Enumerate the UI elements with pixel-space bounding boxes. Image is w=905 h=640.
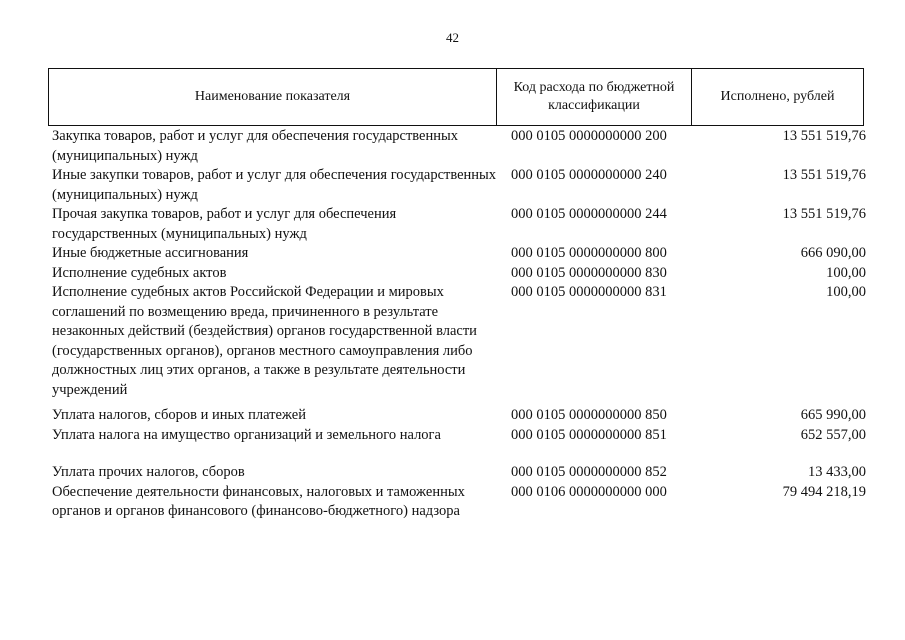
table-row: [52, 463, 866, 483]
row-name: Иные закупки товаров, работ и услуг для обеспечения государственных (муниципальных) нужд: [52, 167, 497, 203]
row-code: 000 0105 0000000000 200: [511, 128, 667, 144]
row-name: Обеспечение деятельности финансовых, налоговых и таможенных органов и органов финансового (финансово-бюджетного) надзора: [52, 483, 465, 519]
table-row: [52, 426, 866, 446]
row-amount: 665 990,00: [800, 407, 866, 423]
row-amount: 100,00: [826, 284, 866, 300]
row-amount: 666 090,00: [800, 245, 866, 261]
row-name: Уплата прочих налогов, сборов: [52, 464, 245, 480]
row-amount: 652 557,00: [800, 426, 866, 443]
row-amount: 13 551 519,76: [782, 128, 866, 144]
row-name: Прочая закупка товаров, работ и услуг для обеспечения государственных (муниципальных) нужд: [52, 206, 397, 242]
header-amount-column: Исполнено, рублей: [720, 89, 835, 104]
table-row: [52, 244, 866, 264]
row-name: Закупка товаров, работ и услуг для обеспечения государственных (муниципальных) нужд: [52, 128, 459, 164]
row-name: Уплата налогов, сборов и иных платежей: [52, 407, 306, 423]
row-code: 000 0105 0000000000 850: [511, 407, 667, 423]
table-row: [52, 127, 866, 166]
table-row: [52, 483, 866, 522]
table-row: [52, 406, 866, 426]
row-code: 000 0105 0000000000 244: [511, 206, 667, 222]
page-number: 42: [446, 30, 459, 45]
row-code: 000 0106 0000000000 000: [511, 483, 667, 500]
table-row: [52, 264, 866, 284]
row-amount: 100,00: [826, 264, 866, 281]
row-code: 000 0105 0000000000 240: [511, 167, 667, 183]
row-code: 000 0105 0000000000 852: [511, 464, 667, 480]
table-body: [52, 127, 866, 522]
row-code: 000 0105 0000000000 800: [511, 245, 667, 261]
header-name-column: Наименование показателя: [49, 69, 497, 125]
header-code-column: Код расхода по бюджетной классификации: [497, 69, 692, 125]
row-amount: 13 551 519,76: [782, 167, 866, 183]
row-amount: 79 494 218,19: [782, 483, 866, 500]
table-row: [52, 166, 866, 205]
row-name: Исполнение судебных актов Российской Федерации и мировых соглашений по возмещению вреда, причиненного в результате незаконных действий (бездействия) органов государственной власти (государственных органов), органов местного самоуправления либо должностных лиц этих органов, а также в результате деятельности учреждений: [52, 284, 477, 398]
row-code: 000 0105 0000000000 831: [511, 284, 667, 300]
table-header: [48, 68, 864, 126]
table-row: [52, 283, 866, 400]
table-row: [52, 205, 866, 244]
row-amount: 13 433,00: [808, 464, 866, 480]
row-name: Иные бюджетные ассигнования: [52, 245, 249, 261]
row-code: 000 0105 0000000000 851: [511, 426, 667, 443]
row-amount: 13 551 519,76: [782, 206, 866, 222]
row-name: Уплата налога на имущество организаций и земельного налога: [52, 426, 441, 443]
row-code: 000 0105 0000000000 830: [511, 264, 667, 281]
row-name: Исполнение судебных актов: [52, 264, 227, 281]
